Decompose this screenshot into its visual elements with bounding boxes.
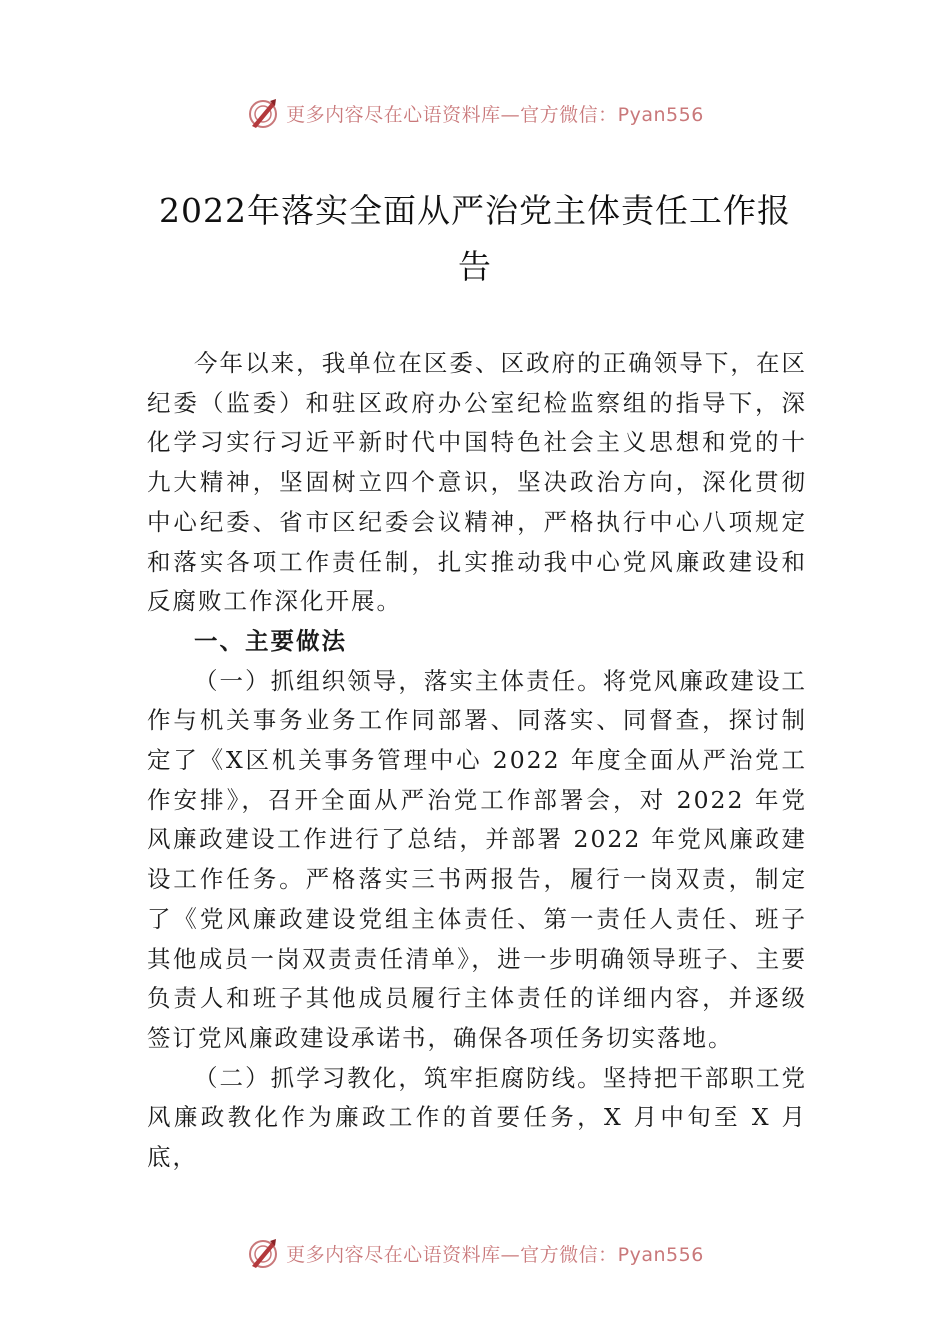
subsection-lead: （二）抓学习教化，筑牢拒腐防线。 bbox=[194, 1063, 603, 1092]
page-title: 2022年落实全面从严治党主体责任工作报告 bbox=[159, 191, 791, 286]
watermark-footer bbox=[0, 1233, 950, 1273]
paragraph-text: 今年以来，我单位在区委、区政府的正确领导下，在区纪委（监委）和驻区政府办公室纪检监察组的指导下，深化学习实行习近平新时代中国特色社会主义思想和党的十九大精神，坚固树立四个意识，坚决政治方向，深化贯彻中心纪委、省市区纪委会议精神，严格执行中心八项规定和落实各项工作责任制，扎实推动我中心党风廉政建设和反腐败工作深化开展。 bbox=[147, 349, 807, 616]
section-heading-main-practices: 一、主要做法 bbox=[194, 626, 347, 655]
watermark-header bbox=[0, 93, 950, 133]
watermark-text: 更多内容尽在心语资料库—官方微信：Pyan556 bbox=[286, 103, 704, 126]
paragraph-text: 将党风廉政建设工作与机关事务业务工作同部署、同落实、同督查，探讨制定了《X区机关事务管理中心 2022 年度全面从严治党工作安排》，召开全面从严治党工作部署会，对 2022 年党风廉政建设工作进行了总结，并部署 2022 年党风廉政建设工作任务。严格落实三书两报告，履行一岗双责，制定了《党风廉政建设党组主体责任、第一责任人责任、班子其他成员一岗双责责任清单》，进一步明确领导班子、主要负责人和班子其他成员履行主体责任的详细内容，并逐级签订党风廉政建设承诺书，确保各项任务切实落地。 bbox=[147, 666, 808, 1052]
intro-paragraph bbox=[147, 344, 807, 622]
watermark-text: 更多内容尽在心语资料库—官方微信：Pyan556 bbox=[286, 1243, 704, 1266]
subsection-paragraph-2 bbox=[147, 1059, 807, 1178]
paragraph-text: 坚持把干部职工党风廉政教化作为廉政工作的首要任务，X 月中旬至 X 月底， bbox=[147, 1063, 808, 1172]
document-body bbox=[147, 344, 807, 1178]
subsection-lead: （一）抓组织领导，落实主体责任。 bbox=[194, 666, 603, 695]
pen-circle-logo-icon bbox=[246, 96, 280, 130]
pen-circle-logo-icon bbox=[246, 1236, 280, 1270]
subsection-paragraph-1 bbox=[147, 662, 807, 1059]
